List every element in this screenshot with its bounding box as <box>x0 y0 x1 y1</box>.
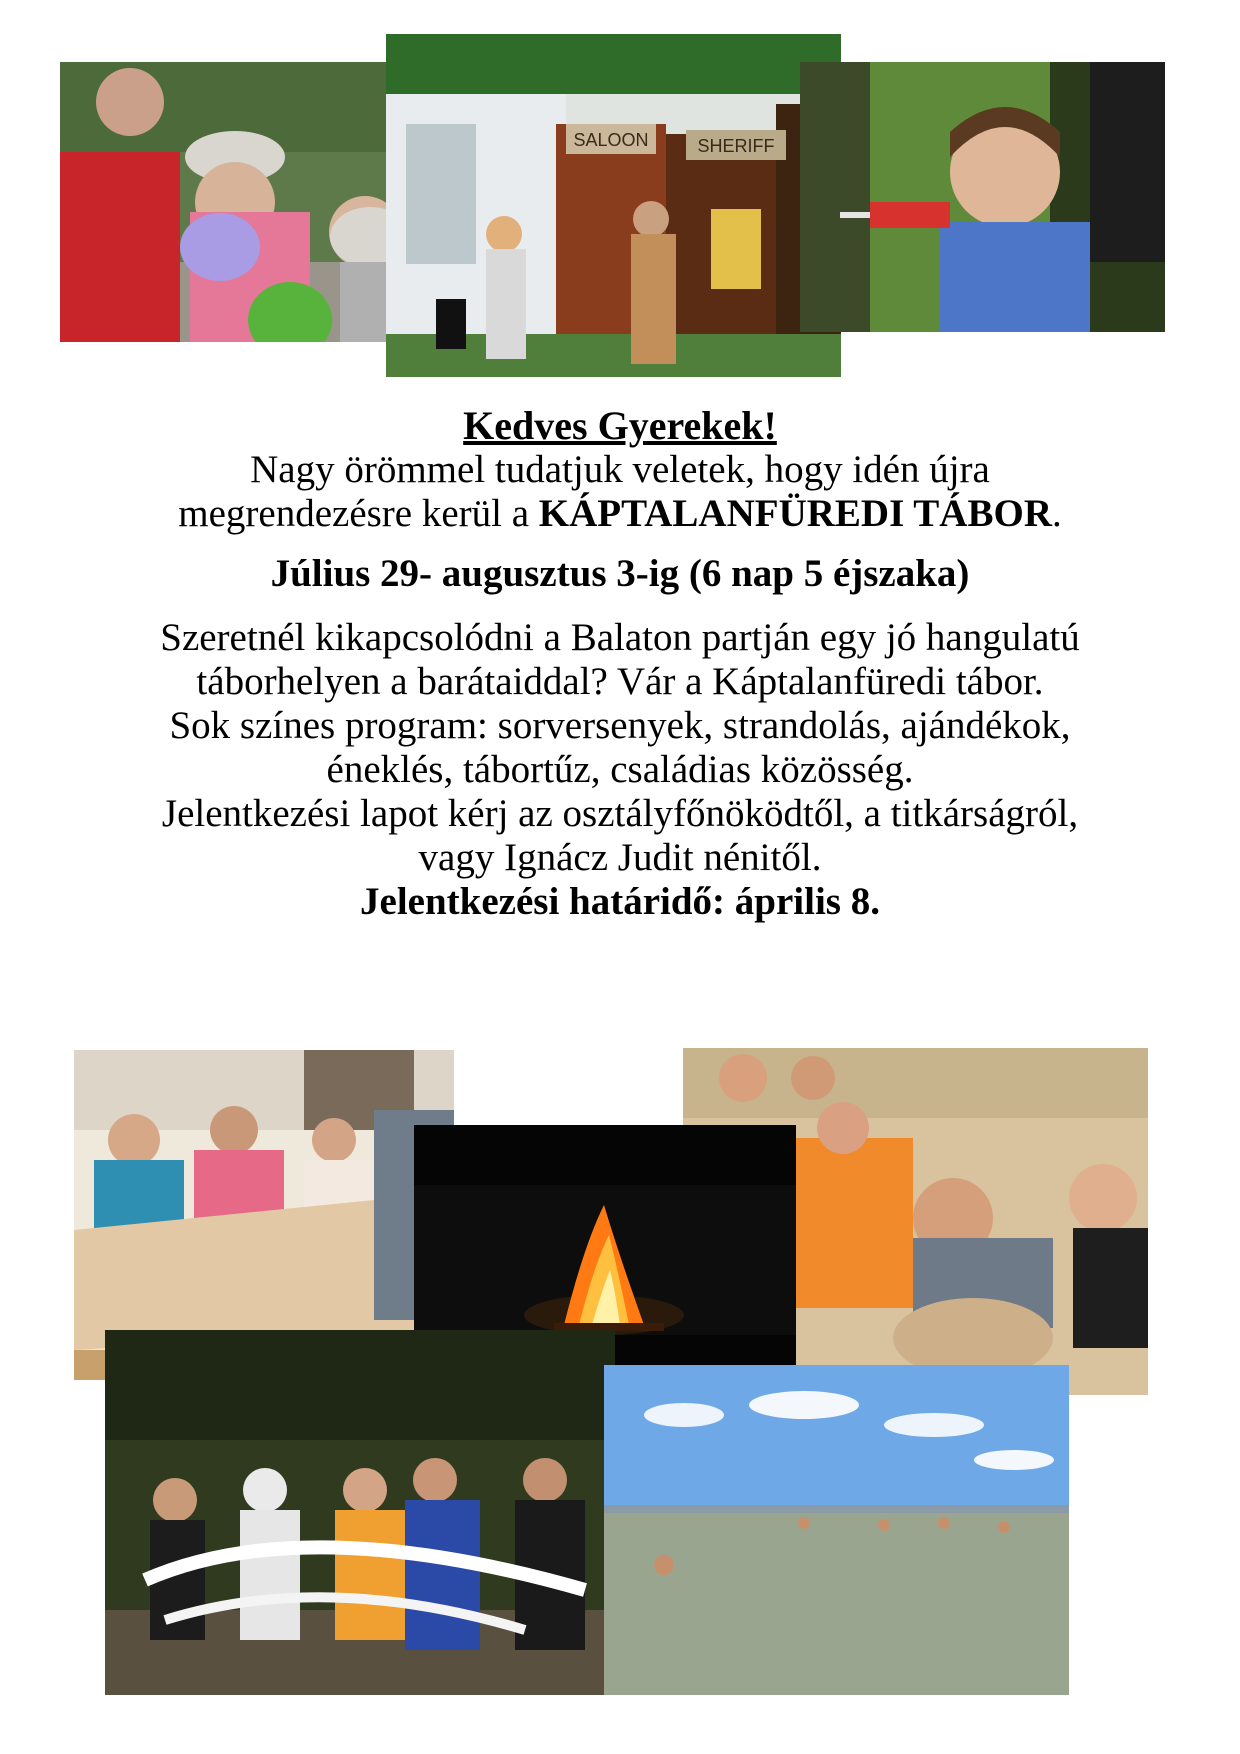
greeting-heading: Kedves Gyerekek! <box>463 403 777 448</box>
photo-balaton-lake-swimming <box>604 1365 1069 1695</box>
registration-deadline: Jelentkezési határidő: április 8. <box>360 880 880 923</box>
invitation-text <box>60 404 1180 924</box>
intro-suffix: . <box>1052 492 1062 535</box>
saloon-sign: SALOON <box>573 130 649 150</box>
description-line: Sok színes program: sorversenyek, strandolás, ajándékok, <box>169 704 1071 747</box>
intro-prefix: megrendezésre kerül a <box>178 492 539 535</box>
intro-line-1: Nagy örömmel tudatjuk veletek, hogy idén újra <box>250 448 990 491</box>
description-line: éneklés, tábortűz, családias közösség. <box>326 748 914 791</box>
camp-name: KÁPTALANFÜREDI TÁBOR <box>538 492 1052 535</box>
photo-blindfold-balloon-game <box>60 62 406 342</box>
photo-western-saloon-play <box>386 34 841 377</box>
camp-dates: Július 29- augusztus 3-ig (6 nap 5 éjszaka) <box>270 552 970 595</box>
description-line: vagy Ignácz Judit nénitől. <box>418 836 822 879</box>
intro-line-2 <box>60 492 1180 536</box>
photo-girl-water-gun <box>800 62 1165 332</box>
description-line: Szeretnél kikapcsolódni a Balaton partján egy jó hangulatú <box>160 616 1080 659</box>
description-line: táborhelyen a barátaiddal? Vár a Káptalanfüredi tábor. <box>196 660 1044 703</box>
sheriff-sign: SHERIFF <box>697 136 775 156</box>
photo-mummy-wrap-game <box>105 1330 615 1695</box>
description-line: Jelentkezési lapot kérj az osztályfőnöködtől, a titkárságról, <box>161 792 1079 835</box>
